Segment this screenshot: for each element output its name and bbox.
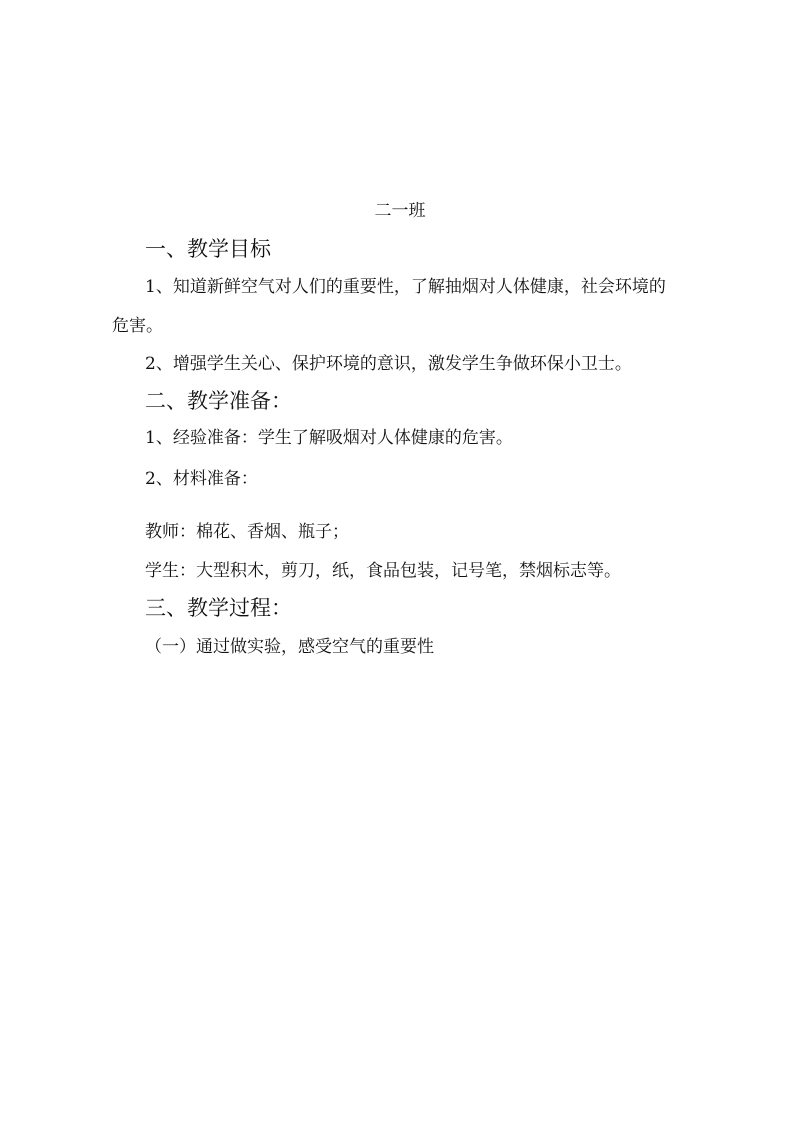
- goal-item-1-line-1: 1、知道新鲜空气对人们的重要性，了解抽烟对人体健康，社会环境的: [145, 277, 666, 297]
- prep-item-2: 2、材料准备：: [145, 469, 258, 489]
- section-heading-process: 三、教学过程：: [145, 596, 292, 620]
- section-heading-preparation: 二、教学准备：: [145, 389, 292, 413]
- section-heading-goals: 一、教学目标: [145, 237, 271, 261]
- goal-item-2: 2、增强学生关心、保护环境的意识，激发学生争做环保小卫士。: [145, 354, 632, 374]
- prep-item-1: 1、经验准备：学生了解吸烟对人体健康的危害。: [145, 428, 513, 448]
- process-step-1: （一）通过做实验，感受空气的重要性: [145, 637, 434, 657]
- goal-item-1-line-2: 危害。: [112, 316, 163, 336]
- class-title: 二一班: [374, 201, 426, 221]
- prep-student-materials: 学生：大型积木，剪刀，纸，食品包装，记号笔，禁烟标志等。: [145, 561, 621, 581]
- prep-teacher-materials: 教师：棉花、香烟、瓶子；: [145, 522, 349, 542]
